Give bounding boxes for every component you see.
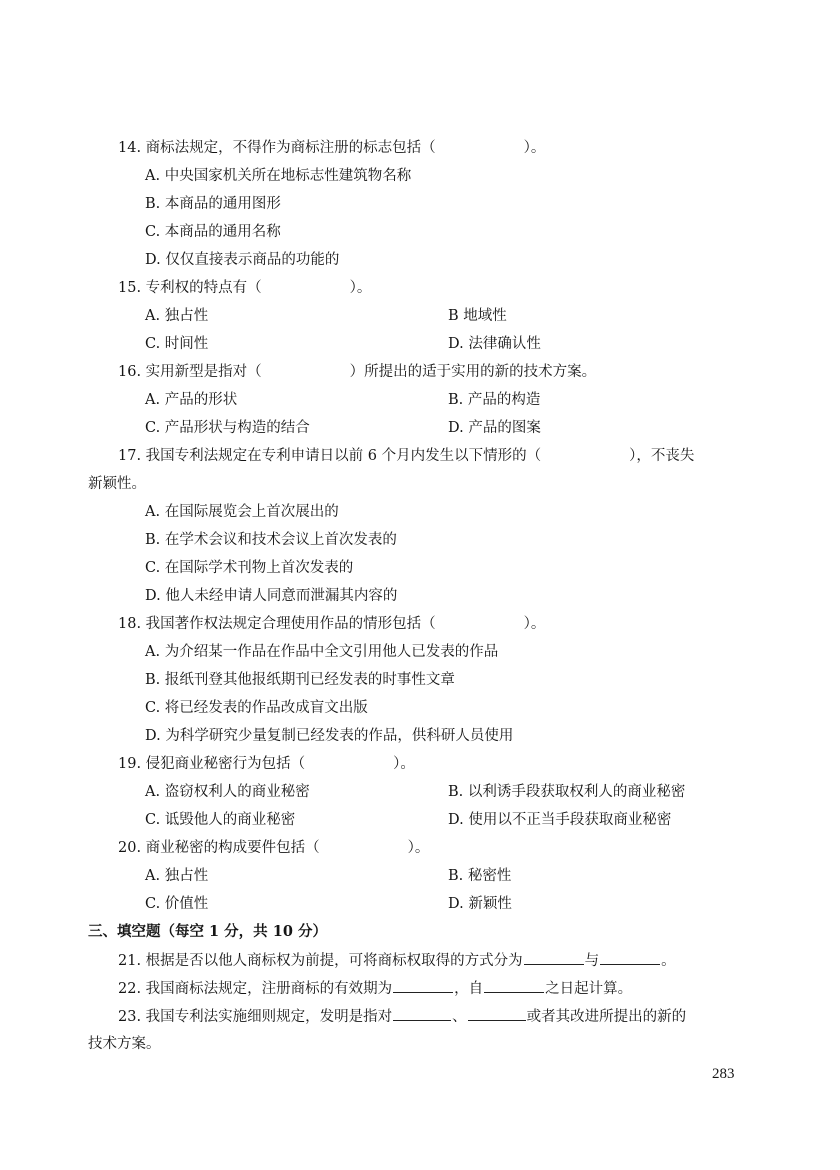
q20-stem-text: 20. 商业秘密的构成要件包括（ xyxy=(118,840,320,856)
q17-option-b: B. 在学术会议和技术会议上首次发表的 xyxy=(145,532,397,548)
q18-option-b: B. 报纸刊登其他报纸期刊已经发表的时事性文章 xyxy=(145,672,455,688)
q15-option-b: B 地域性 xyxy=(448,308,507,324)
q20-option-c: C. 价值性 xyxy=(145,896,209,912)
section-3-heading: 三、填空题（每空 1 分，共 10 分） xyxy=(88,923,327,940)
q15-stem-end: ）。 xyxy=(349,280,372,296)
q16-option-b: B. 产品的构造 xyxy=(448,392,541,408)
q17-option-a: A. 在国际展览会上首次展出的 xyxy=(145,504,339,520)
q22-text-b: ，自 xyxy=(454,981,484,997)
q19-option-c: C. 诋毁他人的商业秘密 xyxy=(145,812,296,828)
q18-option-a: A. 为介绍某一作品在作品中全文引用他人已发表的作品 xyxy=(145,644,499,660)
q21-text-b: 与 xyxy=(584,953,600,969)
q22-blank-1 xyxy=(393,978,453,993)
q17-stem-text: 17. 我国专利法规定在专利申请日以前 6 个月内发生以下情形的（ xyxy=(118,448,542,464)
q16-option-d: D. 产品的图案 xyxy=(448,420,541,436)
q19-option-a: A. 盗窃权利人的商业秘密 xyxy=(145,784,310,800)
q15-option-a: A. 独占性 xyxy=(145,308,209,324)
q14-stem-end: ）。 xyxy=(523,140,546,156)
q18-stem-end: ）。 xyxy=(523,616,546,632)
question-14-stem xyxy=(118,138,545,158)
q19-stem-text: 19. 侵犯商业秘密行为包括（ xyxy=(118,756,306,772)
q23-blank-1 xyxy=(393,1006,451,1021)
q23-text-c: 或者其改进所提出的新的 xyxy=(526,1009,687,1025)
q20-option-d: D. 新颖性 xyxy=(448,896,512,912)
q23-continuation: 技术方案。 xyxy=(88,1036,161,1052)
q17-option-c: C. 在国际学术刊物上首次发表的 xyxy=(145,560,354,576)
q14-stem-text: 14. 商标法规定，不得作为商标注册的标志包括（ xyxy=(118,140,436,156)
q15-option-d: D. 法律确认性 xyxy=(448,336,541,352)
q23-text-b: 、 xyxy=(452,1009,467,1025)
question-18-stem xyxy=(118,614,545,634)
q16-stem-text: 16. 实用新型是指对（ xyxy=(118,364,262,380)
q19-stem-end: ）。 xyxy=(393,756,415,772)
q21-text-a: 21. 根据是否以他人商标权为前提，可将商标权取得的方式分为 xyxy=(118,953,523,969)
q16-option-a: A. 产品的形状 xyxy=(145,392,238,408)
q19-option-d: D. 使用以不正当手段获取商业秘密 xyxy=(448,812,672,828)
q19-option-b: B. 以利诱手段获取权利人的商业秘密 xyxy=(448,784,686,800)
q20-option-b: B. 秘密性 xyxy=(448,868,512,884)
q17-stem-continuation: 新颖性。 xyxy=(88,476,146,492)
q18-option-d: D. 为科学研究少量复制已经发表的作品，供科研人员使用 xyxy=(145,728,514,744)
q14-option-c: C. 本商品的通用名称 xyxy=(145,224,281,240)
q17-option-d: D. 他人未经申请人同意而泄漏其内容的 xyxy=(145,588,398,604)
question-16-stem xyxy=(118,362,596,382)
q21-text-c: 。 xyxy=(661,953,676,969)
q22-text-a: 22. 我国商标法规定，注册商标的有效期为 xyxy=(118,981,393,997)
q20-stem-end: ）。 xyxy=(407,840,430,856)
q18-option-c: C. 将已经发表的作品改成盲文出版 xyxy=(145,700,368,716)
q21-blank-1 xyxy=(524,950,584,965)
q15-option-c: C. 时间性 xyxy=(145,336,209,352)
q18-stem-text: 18. 我国著作权法规定合理使用作品的情形包括（ xyxy=(118,616,436,632)
q22-text-c: 之日起计算。 xyxy=(545,981,633,997)
question-21 xyxy=(118,950,676,970)
q23-text-a: 23. 我国专利法实施细则规定，发明是指对 xyxy=(118,1009,393,1025)
q14-option-d: D. 仅仅直接表示商品的功能的 xyxy=(145,252,340,268)
q22-blank-2 xyxy=(484,978,544,993)
page-number: 283 xyxy=(712,1066,735,1082)
question-17-stem xyxy=(118,446,694,466)
question-23 xyxy=(118,1006,686,1026)
q21-blank-2 xyxy=(600,950,660,965)
q15-stem-text: 15. 专利权的特点有（ xyxy=(118,280,262,296)
q20-option-a: A. 独占性 xyxy=(145,868,209,884)
question-22 xyxy=(118,978,632,998)
q23-blank-2 xyxy=(468,1006,526,1021)
question-20-stem xyxy=(118,838,429,858)
q17-stem-end: ），不丧失 xyxy=(629,448,695,464)
q16-option-c: C. 产品形状与构造的结合 xyxy=(145,420,310,436)
question-15-stem xyxy=(118,278,371,298)
q14-option-a: A. 中央国家机关所在地标志性建筑物名称 xyxy=(145,168,412,184)
question-19-stem xyxy=(118,754,415,774)
q14-option-b: B. 本商品的通用图形 xyxy=(145,196,281,212)
q16-stem-end: ）所提出的适于实用的新的技术方案。 xyxy=(349,364,597,380)
